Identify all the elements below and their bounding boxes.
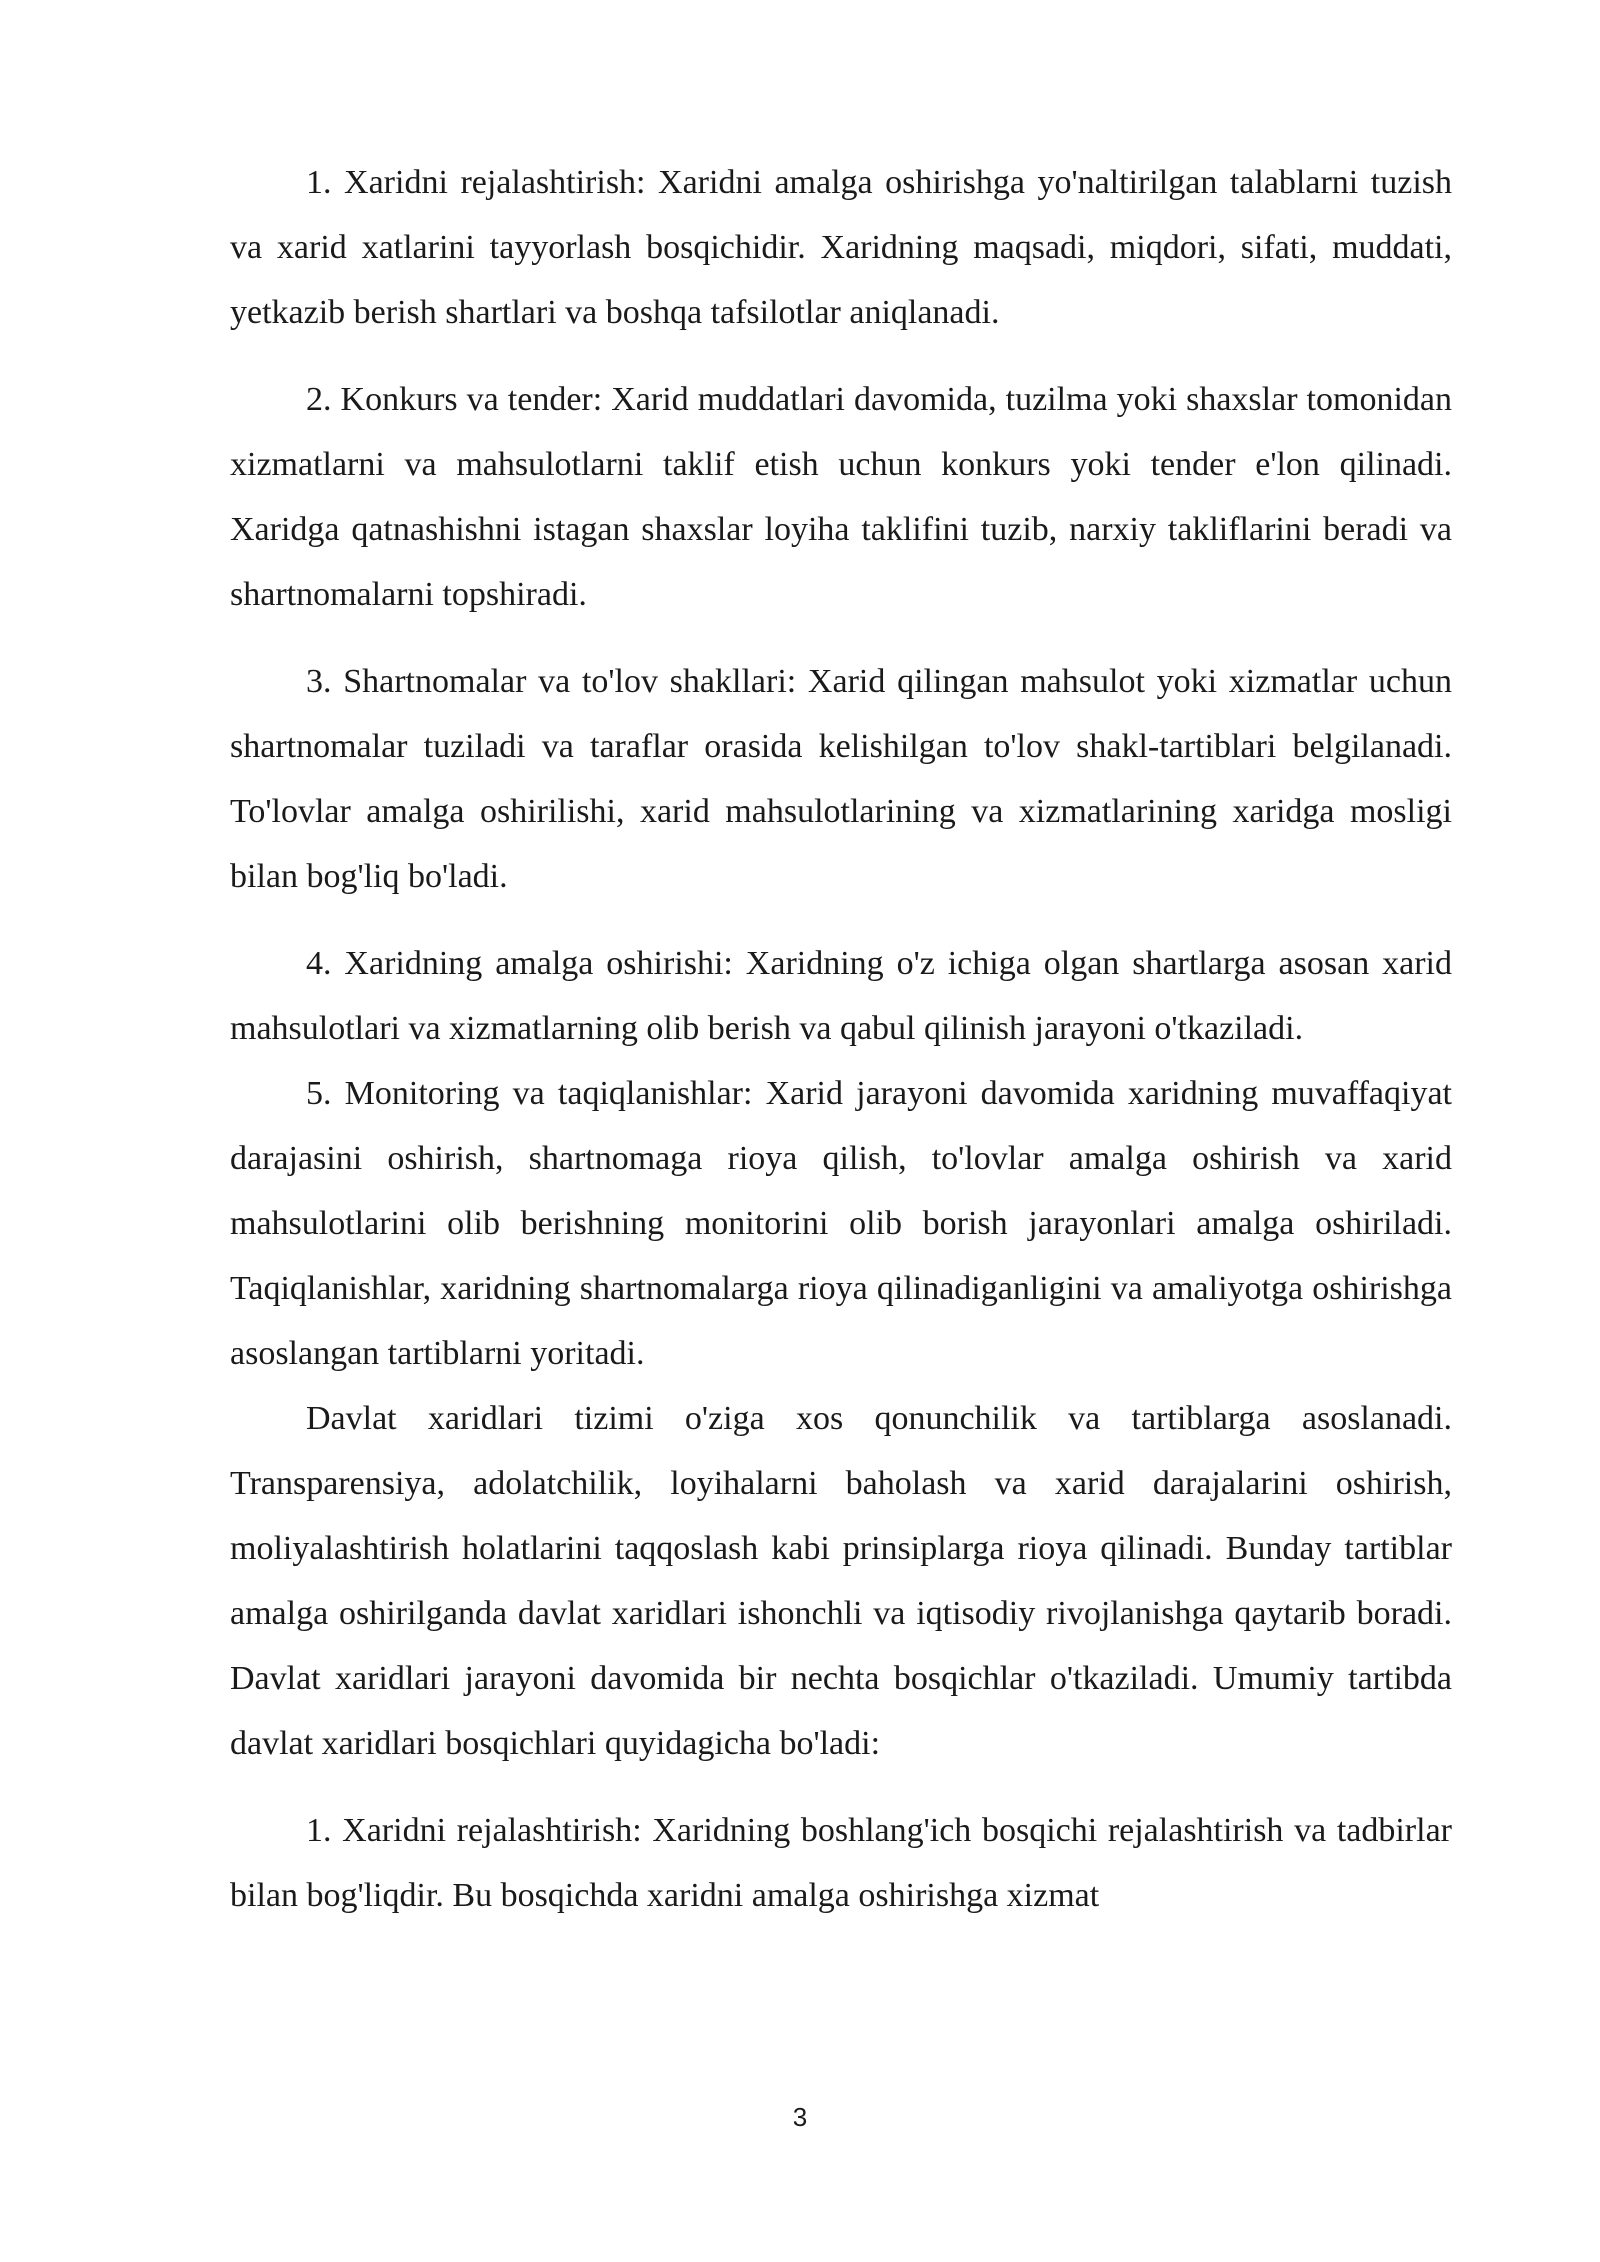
paragraph-state-procurement-system: Davlat xaridlari tizimi o'ziga xos qonunchilik va tartiblarga asoslanadi. Transparensiya, adolatchilik, loyihalarni baholash va xarid darajalarini oshirish, moliyalashtirish holatlarini taqqoslash kabi prinsiplarga rioya qilinadi. Bunday tartiblar amalga oshirilganda davlat xaridlari ishonchli va iqtisodiy rivojlanishga qaytarib boradi. Davlat xaridlari jarayoni davomida bir nechta bosqichlar o'tkaziladi. Umumiy tartibda davlat xaridlari bosqichlari quyidagicha bo'ladi: xyxy=(230,1400,1452,1762)
page-number: 3 xyxy=(792,2102,808,2132)
paragraph-procurement-planning-2: 1. Xaridni rejalashtirish: Xaridning boshlang'ich bosqichi rejalashtirish va tadbirlar bilan bog'liqdir. Bu bosqichda xaridni amalga oshirishga xizmat xyxy=(230,1812,1452,1914)
paragraph-contracts-payment: 3. Shartnomalar va to'lov shakllari: Xarid qilingan mahsulot yoki xizmatlar uchun shartnomalar tuziladi va taraflar orasida kelishilgan to'lov shakl-tartiblari belgilanadi. To'lovlar amalga oshirilishi, xarid mahsulotlarining va xizmatlarining xaridga mosligi bilan bog'liq bo'ladi. xyxy=(230,663,1452,895)
paragraph-monitoring: 5. Monitoring va taqiqlanishlar: Xarid jarayoni davomida xaridning muvaffaqiyat darajasini oshirish, shartnomaga rioya qilish, to'lovlar amalga oshirish va xarid mahsulotlarini olib berishning monitorini olib borish jarayonlari amalga oshiriladi. Taqiqlanishlar, xaridning shartnomalarga rioya qilinadiganligini va amaliyotga oshirishga asoslangan tartiblarni yoritadi. xyxy=(230,1075,1452,1372)
paragraph-procurement-execution: 4. Xaridning amalga oshirishi: Xaridning o'z ichiga olgan shartlarga asosan xarid mahsulotlari va xizmatlarning olib berish va qabul qilinish jarayoni o'tkaziladi. xyxy=(230,945,1452,1047)
paragraph-competition-tender: 2. Konkurs va tender: Xarid muddatlari davomida, tuzilma yoki shaxslar tomonidan xizmatlarni va mahsulotlarni taklif etish uchun konkurs yoki tender e'lon qilinadi. Xaridga qatnashishni istagan shaxslar loyiha taklifini tuzib, narxiy takliflarini beradi va shartnomalarni topshiradi. xyxy=(230,381,1452,613)
body-text xyxy=(230,150,1452,1928)
paragraph-procurement-planning: 1. Xaridni rejalashtirish: Xaridni amalga oshirishga yo'naltirilgan talablarni tuzish va xarid xatlarini tayyorlash bosqichidir. Xaridning maqsadi, miqdori, sifati, muddati, yetkazib berish shartlari va boshqa tafsilotlar aniqlanadi. xyxy=(230,164,1452,331)
